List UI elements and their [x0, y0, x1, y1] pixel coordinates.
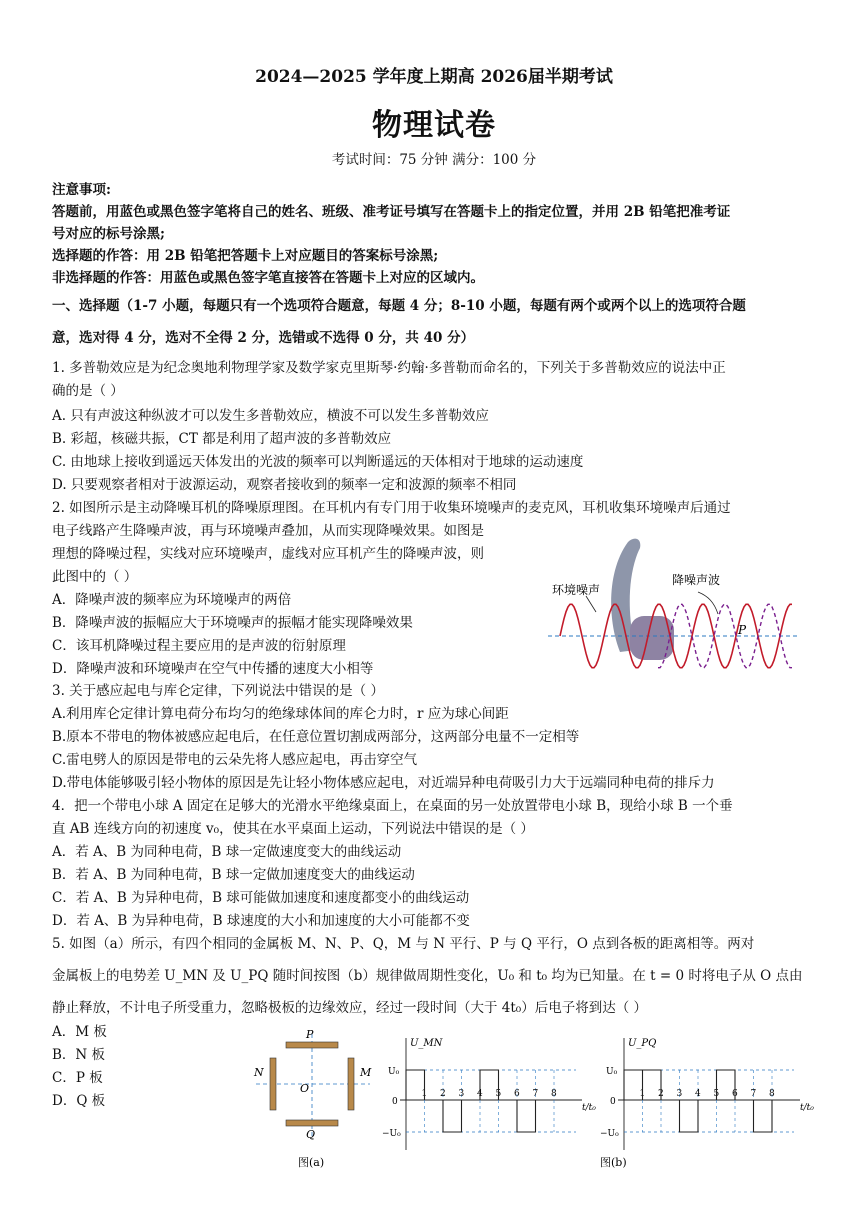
- noise-cancel-figure: [548, 532, 798, 672]
- q2-stem2: 电子线路产生降噪声波，再与环境噪声叠加，从而实现降噪效果。如图是: [52, 523, 484, 539]
- tick-label: 3: [458, 1089, 465, 1099]
- q2-option-c: C．该耳机降噪过程主要应用的是声波的衍射原理: [52, 638, 346, 654]
- voltage-pulse-line: [406, 1070, 536, 1132]
- label-p: P: [306, 1028, 314, 1041]
- fig-label-env-noise: 环境噪声: [552, 583, 601, 597]
- fig-a-caption: 图(a): [298, 1156, 325, 1169]
- fig-label-p: P: [738, 623, 747, 637]
- zero-label: 0: [392, 1097, 398, 1107]
- graph-umn: [382, 1038, 596, 1150]
- q3-option-a: A.利用库仑定律计算电荷分布均匀的绝缘球体间的库仑力时，r 应为球心间距: [52, 706, 509, 722]
- fig-label-anti-noise: 降噪声波: [672, 573, 721, 587]
- tick-label: 4: [477, 1089, 483, 1099]
- x-axis-label: t/t₀: [582, 1103, 596, 1113]
- q5-stem3: 静止释放，不计电子所受重力，忽略极板的边缘效应，经过一段时间（大于 4t₀）后电子将到达（ ）: [52, 1000, 648, 1016]
- voltage-pulse-line: [624, 1070, 772, 1132]
- q5-option-a: A．M 板: [52, 1024, 107, 1040]
- tick-label: 2: [440, 1089, 446, 1099]
- tick-label: 7: [532, 1089, 539, 1099]
- notice-line4: 非选择题的作答：用蓝色或黑色签字笔直接答在答题卡上对应的区域内。: [52, 270, 484, 286]
- q4-stem1: 4．把一个带电小球 A 固定在足够大的光滑水平绝缘桌面上，在桌面的另一处放置带电小球 B，现给小球 B 一个垂: [52, 798, 733, 814]
- q4-option-b: B．若 A、B 为同种电荷，B 球一定做加速度变大的曲线运动: [52, 867, 415, 883]
- u0-label: U₀: [606, 1067, 618, 1077]
- q3-option-d: D.带电体能够吸引轻小物体的原因是先让轻小物体感应起电，对近端异种电荷吸引力大于远端同种电荷的排斥力: [52, 775, 715, 791]
- neg-u0-label: −U₀: [382, 1129, 401, 1139]
- q4-option-a: A．若 A、B 为同种电荷，B 球一定做速度变大的曲线运动: [52, 844, 402, 860]
- fig-b-caption: 图(b): [600, 1156, 627, 1169]
- tick-label: 4: [695, 1089, 701, 1099]
- q2-option-d: D．降噪声波和环境噪声在空气中传播的速度大小相等: [52, 661, 374, 677]
- plate-q: [286, 1120, 338, 1126]
- plate-m: [348, 1058, 354, 1110]
- label-m: M: [360, 1066, 372, 1079]
- exam-title: 2024—2025 学年度上期高 2026届半期考试: [255, 67, 613, 87]
- subject-title: 物理试卷: [372, 108, 496, 143]
- q1-option-a: A. 只有声波这种纵波才可以发生多普勒效应，横波不可以发生多普勒效应: [52, 408, 489, 424]
- label-o: O: [300, 1082, 310, 1095]
- tick-label: 5: [495, 1089, 502, 1099]
- tick-label: 6: [732, 1089, 738, 1099]
- notice-line1: 答题前，用蓝色或黑色签字笔将自己的姓名、班级、准考证号填写在答题卡上的指定位置，并用 2B 铅笔把准考证: [52, 204, 731, 220]
- tick-label: 2: [658, 1089, 664, 1099]
- notice-line2: 号对应的标号涂黑;: [52, 226, 165, 242]
- q2-option-a: A．降噪声波的频率应为环境噪声的两倍: [52, 592, 292, 608]
- notice-line3: 选择题的作答：用 2B 铅笔把答题卡上对应题目的答案标号涂黑;: [52, 248, 439, 264]
- q5-stem1: 5. 如图（a）所示，有四个相同的金属板 M、N、P、Q，M 与 N 平行、P 与 Q 平行，O 点到各板的距离相等。两对: [52, 936, 755, 952]
- q3-option-c: C.雷电劈人的原因是带电的云朵先将人感应起电，再击穿空气: [52, 752, 418, 768]
- q2-option-b: B．降噪声波的振幅应大于环境噪声的振幅才能实现降噪效果: [52, 615, 413, 631]
- tick-label: 5: [713, 1089, 720, 1099]
- plate-n: [270, 1058, 276, 1110]
- neg-u0-label: −U₀: [600, 1129, 619, 1139]
- q1-option-d: D. 只要观察者相对于波源运动，观察者接收到的频率一定和波源的频率不相同: [52, 477, 517, 493]
- q3-option-b: B.原本不带电的物体被感应起电后，在任意位置切割成两部分，这两部分电量不一定相等: [52, 729, 580, 745]
- label-q: Q: [306, 1128, 316, 1141]
- q3-stem: 3. 关于感应起电与库仑定律，下列说法中错误的是（ ）: [52, 683, 384, 699]
- plates-figure: [248, 1024, 378, 1174]
- label-n: N: [254, 1066, 264, 1079]
- q1-option-c: C. 由地球上接收到遥远天体发出的光波的频率可以判断遥远的天体相对于地球的运动速度: [52, 454, 584, 470]
- y-axis-label: U_MN: [410, 1038, 443, 1049]
- q2-stem4: 此图中的（ ）: [52, 569, 138, 585]
- tick-label: 7: [750, 1089, 757, 1099]
- q5-stem2: 金属板上的电势差 U_MN 及 U_PQ 随时间按图（b）规律做周期性变化，U₀ 和 t₀ 均为已知量。在 t = 0 时将电子从 O 点由: [52, 968, 803, 984]
- q2-stem3: 理想的降噪过程，实线对应环境噪声，虚线对应耳机产生的降噪声波，则: [52, 546, 484, 562]
- tick-label: 1: [421, 1089, 428, 1099]
- tick-label: 8: [551, 1089, 557, 1099]
- q1-stem1: 1. 多普勒效应是为纪念奥地利物理学家及数学家克里斯琴·约翰·多普勒而命名的，下列关于多普勒效应的说法中正: [52, 360, 726, 376]
- exam-info: 考试时间：75 分钟 满分：100 分: [331, 152, 537, 168]
- q1-option-b: B. 彩超，核磁共振，CT 都是利用了超声波的多普勒效应: [52, 431, 392, 447]
- q1-stem2: 确的是（ ）: [52, 383, 124, 399]
- q5-option-d: D．Q 板: [52, 1093, 106, 1109]
- q2-stem1: 2. 如图所示是主动降噪耳机的降噪原理图。在耳机内有专门用于收集环境噪声的麦克风，耳机收集环境噪声后通过: [52, 500, 731, 516]
- u0-label: U₀: [388, 1067, 400, 1077]
- q5-option-b: B．N 板: [52, 1047, 106, 1063]
- tick-label: 6: [514, 1089, 520, 1099]
- y-axis-label: U_PQ: [628, 1038, 657, 1049]
- x-axis-label: t/t₀: [800, 1103, 814, 1113]
- tick-label: 3: [676, 1089, 683, 1099]
- zero-label: 0: [610, 1097, 616, 1107]
- notice-heading: 注意事项:: [52, 182, 111, 198]
- voltage-graphs-figure: [380, 1032, 820, 1172]
- section1-line1: 一、选择题（1-7 小题，每题只有一个选项符合题意，每题 4 分；8-10 小题，每题有两个或两个以上的选项符合题: [52, 298, 746, 314]
- q4-option-d: D．若 A、B 为异种电荷，B 球速度的大小和加速度的大小可能都不变: [52, 913, 470, 929]
- graph-upq: [600, 1038, 814, 1150]
- section1-line2: 意，选对得 4 分，选对不全得 2 分，选错或不选得 0 分，共 40 分）: [52, 330, 475, 346]
- q4-option-c: C．若 A、B 为异种电荷，B 球可能做加速度和速度都变小的曲线运动: [52, 890, 470, 906]
- tick-label: 8: [769, 1089, 775, 1099]
- tick-label: 1: [639, 1089, 646, 1099]
- q4-stem2: 直 AB 连线方向的初速度 v₀，使其在水平桌面上运动，下列说法中错误的是（ ）: [52, 821, 534, 837]
- plate-p: [286, 1042, 338, 1048]
- q5-option-c: C．P 板: [52, 1070, 103, 1086]
